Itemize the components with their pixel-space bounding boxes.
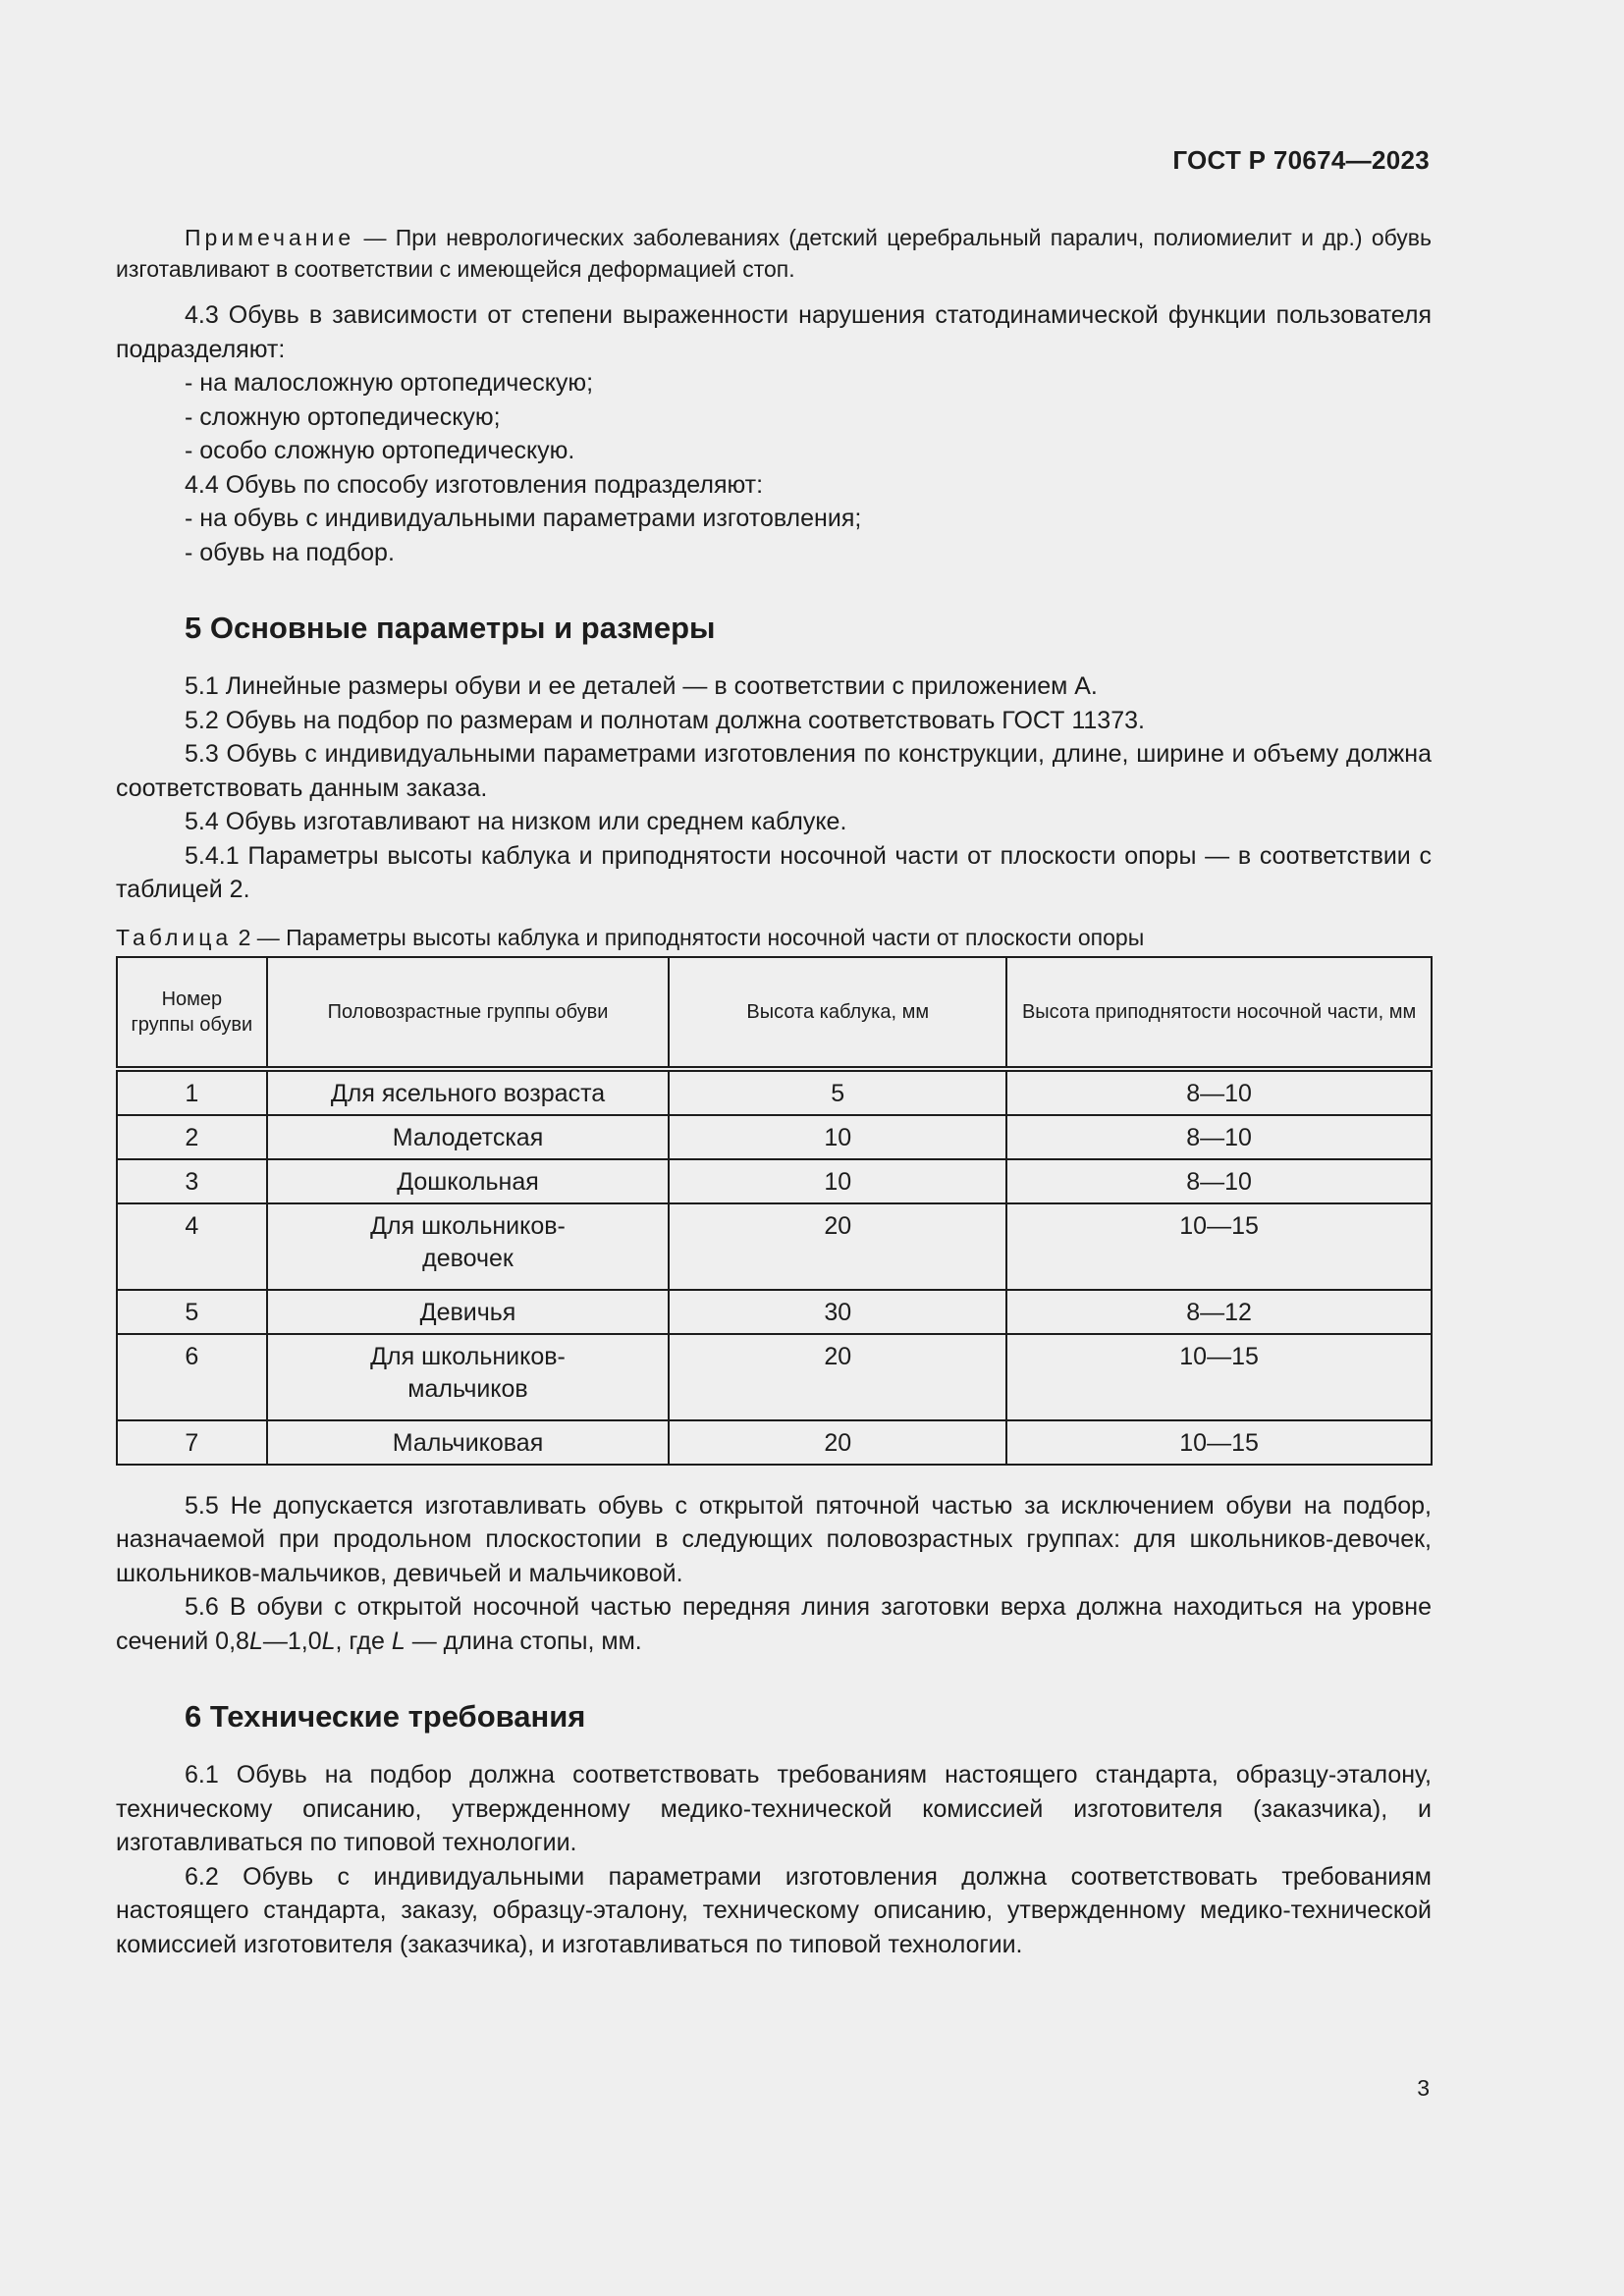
- section-6-heading: 6 Технические требования: [185, 1699, 586, 1734]
- header-toe-spring: Высота приподнятости носочной части, мм: [1006, 957, 1432, 1069]
- list-item: - особо сложную ортопедическую.: [185, 437, 575, 464]
- cell-heel-height: 20: [669, 1203, 1006, 1290]
- cell-toe-spring: 10—15: [1006, 1420, 1432, 1465]
- cell-age-group: Для школьников-девочек: [267, 1203, 670, 1290]
- header-group-number: Номер группы обуви: [117, 957, 267, 1069]
- header-age-groups: Половозрастные группы обуви: [267, 957, 670, 1069]
- italic-symbol: L: [391, 1627, 406, 1655]
- paragraph-5-2: 5.2 Обувь на подбор по размерам и полнотам должна соответствовать ГОСТ 11373.: [185, 706, 1145, 734]
- text-run: 5.6 В обуви с открытой носочной частью передняя линия заготовки верха должна находиться на уровне сечений 0,8: [116, 1593, 1432, 1655]
- paragraph-5-4-1: 5.4.1 Параметры высоты каблука и приподнятости носочной части от плоскости опоры — в соответствии с таблицей 2.: [116, 841, 1432, 903]
- text-run: , где: [335, 1627, 392, 1655]
- table-header-row: [117, 957, 1432, 1069]
- cell-group-number: 7: [117, 1420, 267, 1465]
- table-caption-text: 2 — Параметры высоты каблука и приподнятости носочной части от плоскости опоры: [232, 924, 1145, 950]
- paragraph-6-1: 6.1 Обувь на подбор должна соответствовать требованиям настоящего стандарта, образцу-эталону, техническому описанию, утвержденному медико-технической комиссией изготовителя (заказчика), и изготавливаться по типовой технологии.: [116, 1761, 1432, 1856]
- standard-code: ГОСТ Р 70674—2023: [1172, 145, 1430, 175]
- table-row: [117, 1115, 1432, 1159]
- cell-group-number: 6: [117, 1334, 267, 1420]
- cell-age-group: Малодетская: [267, 1115, 670, 1159]
- table-row: [117, 1203, 1432, 1290]
- cell-group-number: 2: [117, 1115, 267, 1159]
- paragraph-5-3: 5.3 Обувь с индивидуальными параметрами изготовления по конструкции, длине, ширине и объему должна соответствовать данным заказа.: [116, 740, 1432, 802]
- text-run: —1,0: [262, 1627, 322, 1655]
- section-5-heading: 5 Основные параметры и размеры: [185, 611, 716, 645]
- page-number: 3: [1417, 2075, 1430, 2101]
- table-caption: [116, 923, 1432, 952]
- cell-heel-height: 20: [669, 1334, 1006, 1420]
- table-row: [117, 1290, 1432, 1334]
- cell-toe-spring: 8—10: [1006, 1159, 1432, 1203]
- list-item: - на малосложную ортопедическую;: [185, 369, 594, 397]
- cell-toe-spring: 10—15: [1006, 1334, 1432, 1420]
- cell-group-number: 1: [117, 1069, 267, 1115]
- paragraph-4-3: 4.3 Обувь в зависимости от степени выраженности нарушения статодинамической функции пользователя подразделяют:: [116, 301, 1432, 363]
- cell-age-group: Для ясельного возраста: [267, 1069, 670, 1115]
- note-text: — При неврологических заболеваниях (детский церебральный паралич, полиомиелит и др.) обувь изготавливают в соответствии с имеющейся деформацией стоп.: [116, 225, 1432, 282]
- cell-toe-spring: 10—15: [1006, 1203, 1432, 1290]
- paragraph-6-2: 6.2 Обувь с индивидуальными параметрами изготовления должна соответствовать требованиям настоящего стандарта, заказу, образцу-эталону, техническому описанию, утвержденному медико-технической комиссией изготовителя (заказчика), и изготавливаться по типовой технологии.: [116, 1862, 1432, 1958]
- cell-toe-spring: 8—12: [1006, 1290, 1432, 1334]
- cell-group-number: 3: [117, 1159, 267, 1203]
- paragraph-4-4: 4.4 Обувь по способу изготовления подразделяют:: [185, 470, 764, 499]
- cell-heel-height: 30: [669, 1290, 1006, 1334]
- page-content: [116, 222, 1432, 1961]
- parameters-table: [116, 956, 1433, 1466]
- paragraph-5-1: 5.1 Линейные размеры обуви и ее деталей — в соответствии с приложением А.: [185, 672, 1098, 700]
- cell-heel-height: 10: [669, 1115, 1006, 1159]
- table-row: [117, 1069, 1432, 1115]
- cell-age-group: Девичья: [267, 1290, 670, 1334]
- paragraph-5-4: 5.4 Обувь изготавливают на низком или среднем каблуке.: [185, 808, 847, 835]
- cell-heel-height: 10: [669, 1159, 1006, 1203]
- italic-symbol: L: [321, 1627, 336, 1655]
- cell-group-number: 5: [117, 1290, 267, 1334]
- italic-symbol: L: [248, 1627, 263, 1655]
- table-row: [117, 1159, 1432, 1203]
- list-item: - на обувь с индивидуальными параметрами изготовления;: [185, 505, 862, 532]
- cell-age-group: Для школьников-мальчиков: [267, 1334, 670, 1420]
- cell-toe-spring: 8—10: [1006, 1069, 1432, 1115]
- table-row: [117, 1420, 1432, 1465]
- table-caption-label: Таблица: [116, 924, 233, 950]
- list-item: - обувь на подбор.: [185, 538, 395, 566]
- paragraph-5-6: [116, 1590, 1432, 1658]
- cell-age-group: Дошкольная: [267, 1159, 670, 1203]
- list-item: - сложную ортопедическую;: [185, 402, 501, 431]
- paragraph-5-5: 5.5 Не допускается изготавливать обувь с открытой пяточной частью за исключением обуви на подбор, назначаемой при продольном плоскостопии в следующих половозрастных группах: для школьников-девочек, школьников-мальчиков, девичьей и мальчиковой.: [116, 1491, 1432, 1587]
- cell-toe-spring: 8—10: [1006, 1115, 1432, 1159]
- cell-age-group: Мальчиковая: [267, 1420, 670, 1465]
- note-label: Примечание: [185, 225, 355, 250]
- cell-heel-height: 20: [669, 1420, 1006, 1465]
- table-row: [117, 1334, 1432, 1420]
- cell-group-number: 4: [117, 1203, 267, 1290]
- note-paragraph: [116, 222, 1432, 285]
- text-run: — длина стопы, мм.: [405, 1627, 642, 1655]
- header-heel-height: Высота каблука, мм: [669, 957, 1006, 1069]
- cell-heel-height: 5: [669, 1069, 1006, 1115]
